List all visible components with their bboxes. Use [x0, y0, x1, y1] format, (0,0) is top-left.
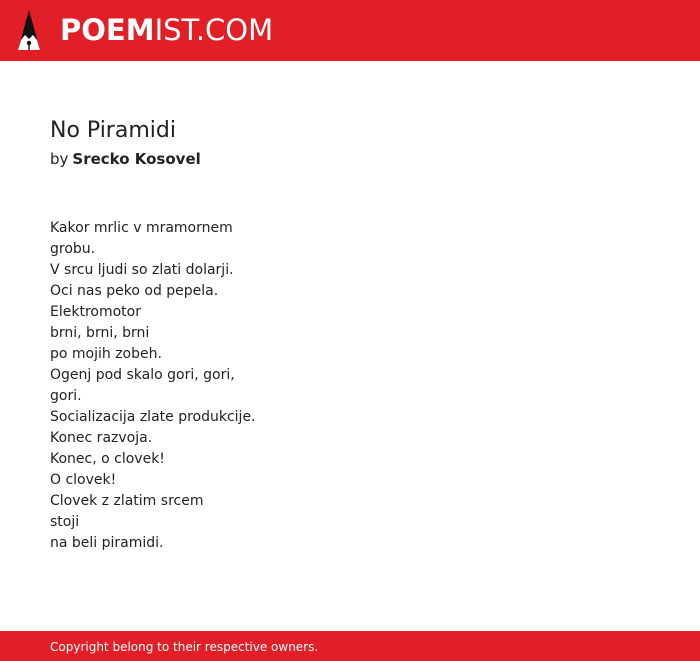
poem-line: O clovek!	[50, 472, 117, 488]
poem-line: Socializacija zlate produkcije.	[50, 409, 256, 425]
poem-line: na beli piramidi.	[50, 535, 164, 551]
author-link[interactable]: Srecko Kosovel	[72, 150, 201, 168]
poem-line: gori.	[50, 388, 82, 404]
poem-line: Oci nas peko od pepela.	[50, 283, 219, 299]
poem-line: grobu.	[50, 241, 96, 257]
poem-line: po mojih zobeh.	[50, 346, 162, 362]
poem-line: Konec, o clovek!	[50, 451, 165, 467]
poem-line: Kakor mrlic v mramornem	[50, 220, 233, 236]
site-brand	[60, 8, 273, 52]
copyright-text: Copyright belong to their respective owners.	[50, 640, 319, 654]
poem-line: V srcu ljudi so zlati dolarji.	[50, 262, 234, 278]
poem-line: stoji	[50, 514, 80, 530]
site-header	[0, 0, 700, 61]
poem-line: Konec razvoja.	[50, 430, 153, 446]
pen-nib-icon	[16, 8, 42, 52]
site-footer	[0, 631, 700, 661]
poem-line: Elektromotor	[50, 304, 141, 320]
poem-line: brni, brni, brni	[50, 325, 150, 341]
brand-strong-text: POEM	[60, 13, 155, 47]
poem-byline	[50, 148, 201, 170]
poem-line: Clovek z zlatim srcem	[50, 493, 204, 509]
home-logo-link[interactable]	[16, 8, 273, 52]
poem-title: No Piramidi	[50, 118, 176, 143]
poem-line: Ogenj pod skalo gori, gori,	[50, 367, 235, 383]
poem-body	[50, 218, 290, 554]
brand-light-text: IST.COM	[154, 13, 274, 47]
by-label: by	[50, 150, 69, 168]
